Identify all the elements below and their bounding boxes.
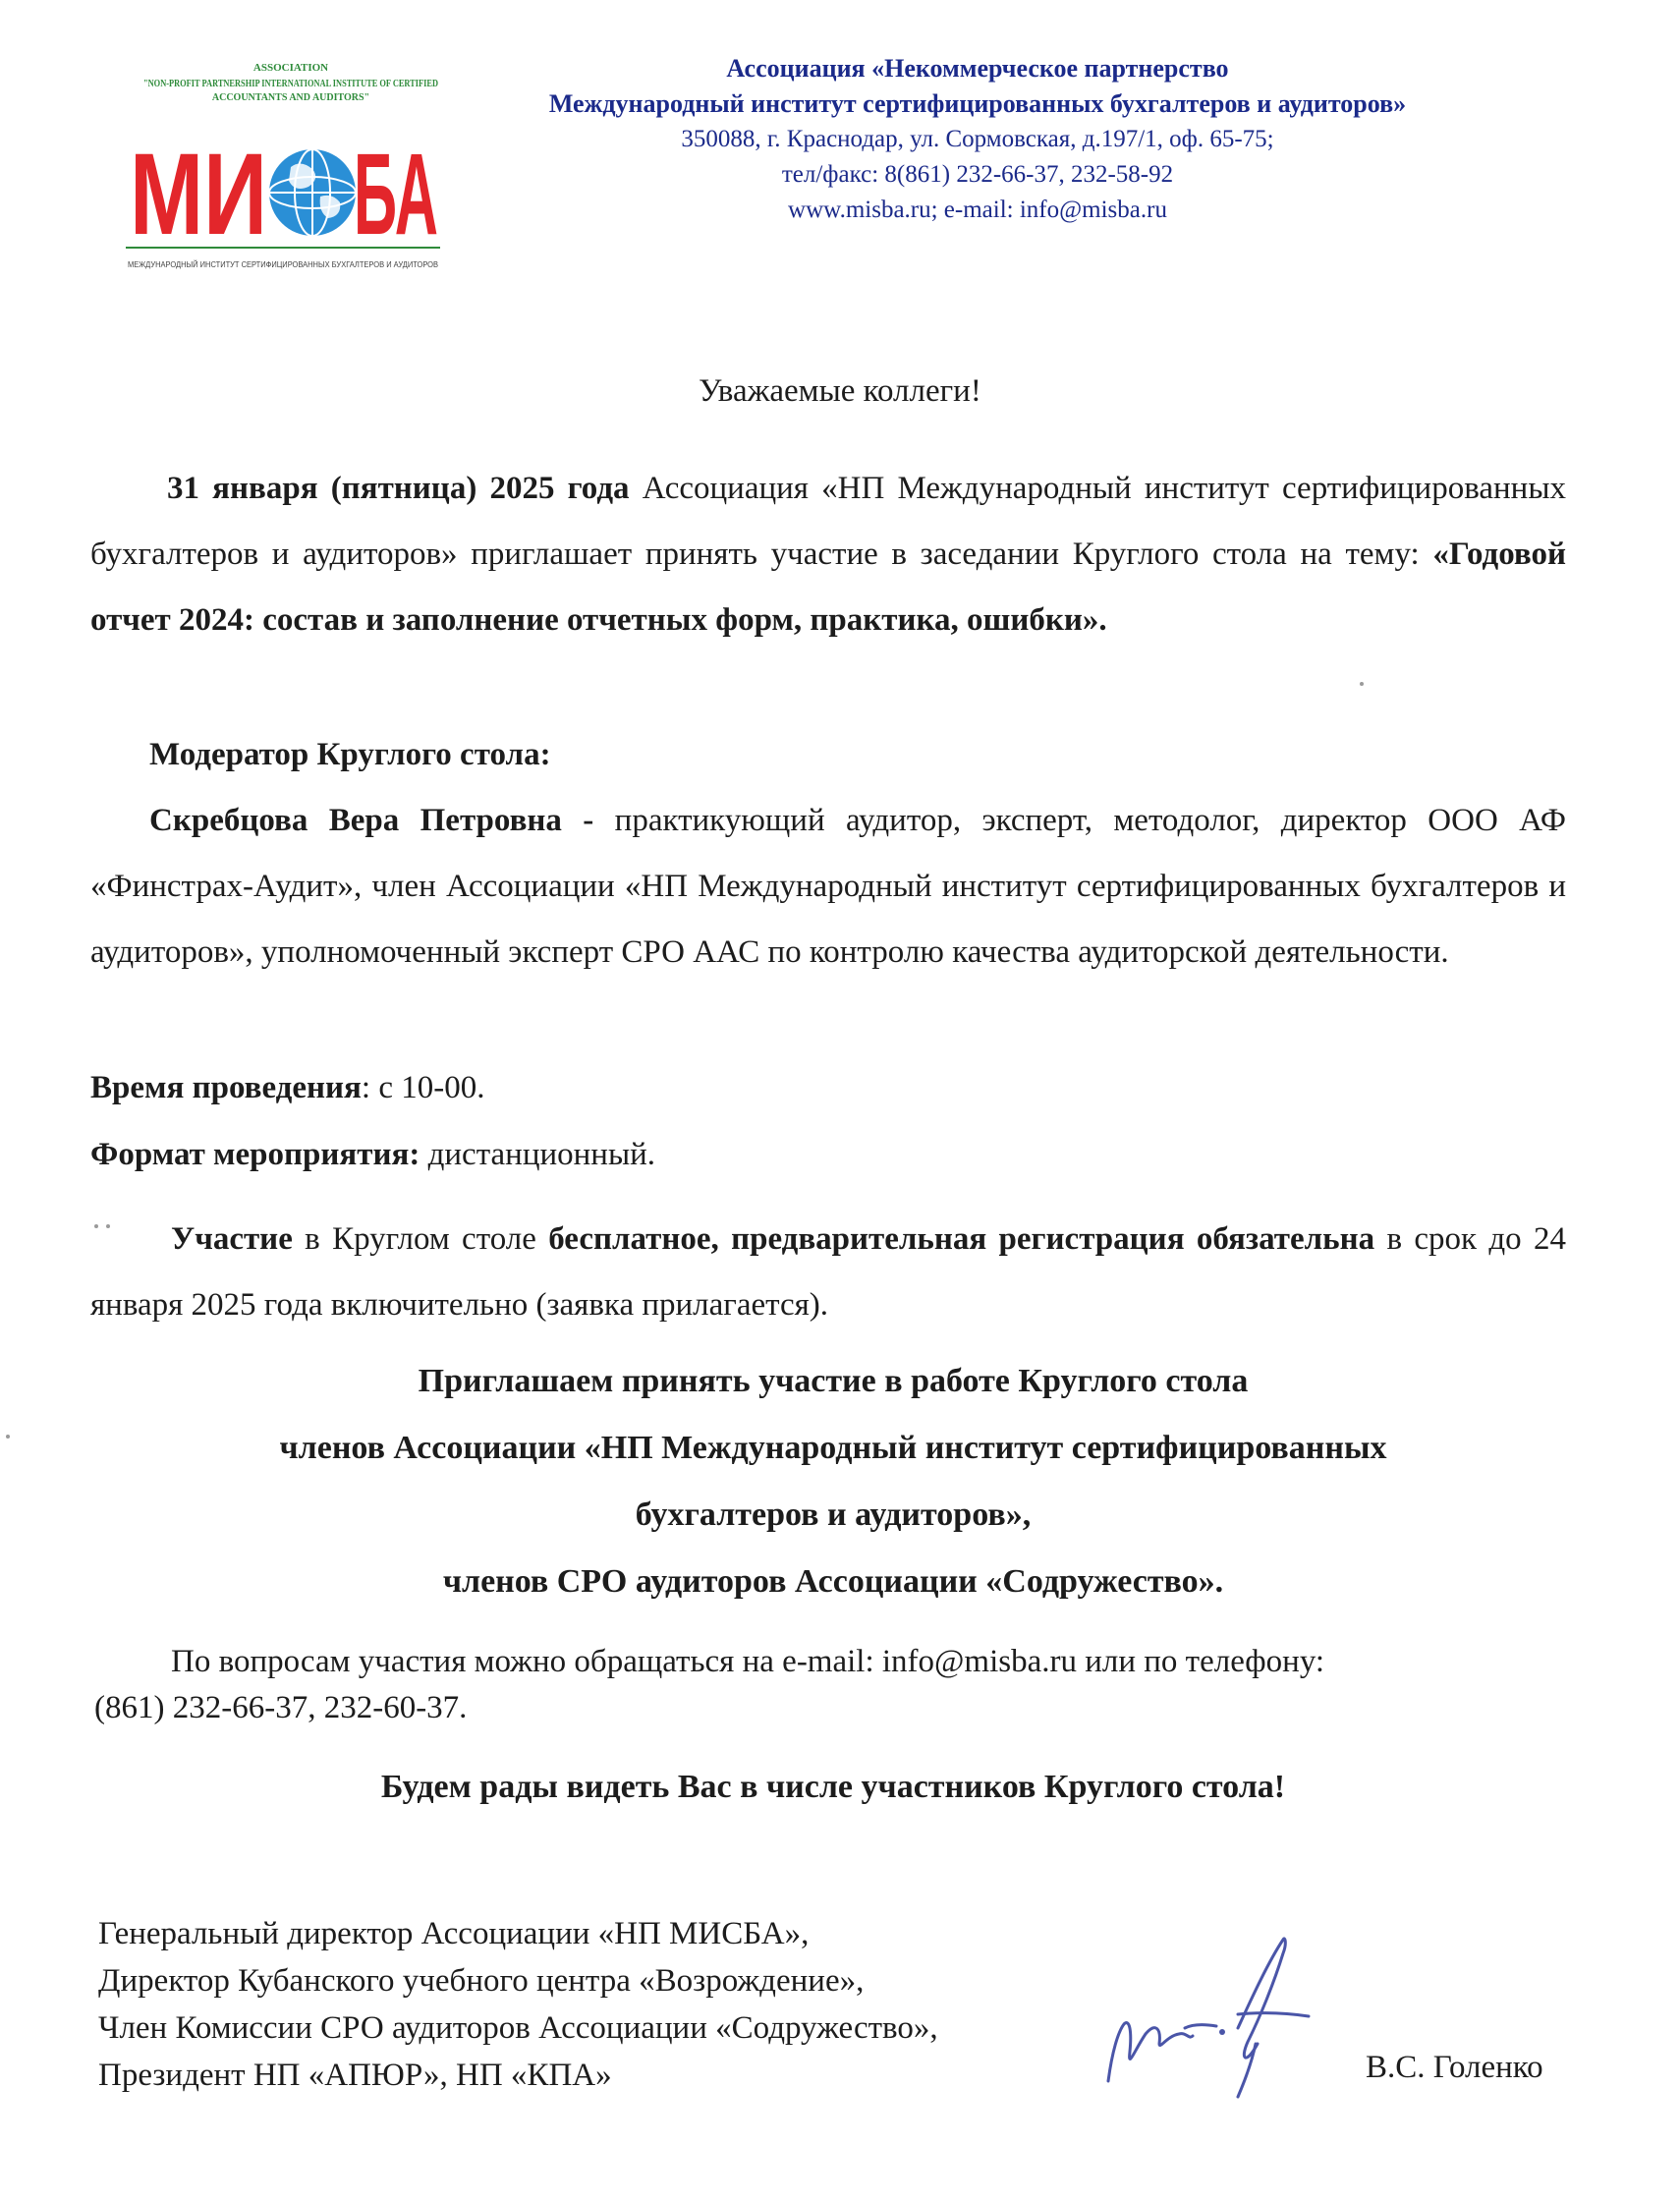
signer-title-line1: Генеральный директор Ассоциации «НП МИСБА»,: [98, 1916, 810, 1951]
contacts-line2: (861) 232-66-37, 232-60-37.: [94, 1690, 468, 1725]
signer-titles: [98, 1910, 938, 2099]
org-name-line1: Ассоциация «Некоммерческое партнерство: [726, 54, 1229, 83]
announcement-text: Ассоциация «НП Международный институт сертифицированных бухгалтеров и аудиторов» приглашает принять участие в заседании Круглого стола на тему:: [90, 471, 1566, 572]
time-value: : с 10-00.: [361, 1070, 485, 1105]
invite-line3: бухгалтеров и аудиторов»,: [635, 1496, 1032, 1533]
misba-logo-graphic: [126, 57, 440, 275]
moderator-description: [90, 788, 1566, 986]
logo-association-line2: "NON-PROFIT PARTNERSHIP INTERNATIONAL INSTITUTE OF CERTIFIED: [143, 79, 438, 89]
org-name-line2: Международный институт сертифицированных бухгалтеров и аудиторов»: [548, 89, 1407, 118]
participation-bold1: Участие: [171, 1221, 293, 1257]
logo-wordmark-left: МИ: [130, 130, 267, 259]
participation-text2: в срок до 24 января 2025 года включительно (заявка прилагается).: [90, 1221, 1566, 1323]
moderator-name: Скребцова Вера Петровна -: [149, 803, 594, 838]
signer-name: В.С. Голенко: [1366, 2050, 1543, 2085]
event-topic: «Годовой отчет 2024: состав и заполнение отчетных форм, практика, ошибки».: [90, 536, 1566, 638]
invite-line4: членов СРО аудиторов Ассоциации «Содружество».: [442, 1563, 1224, 1600]
invite-line1: Приглашаем принять участие в работе Круглого стола: [418, 1363, 1249, 1399]
event-format: [90, 1122, 1566, 1188]
format-label: Формат мероприятия:: [90, 1137, 420, 1172]
logo-bottom-line: МЕЖДУНАРОДНЫЙ ИНСТИТУТ СЕРТИФИЦИРОВАННЫХ БУХГАЛТЕРОВ И АУДИТОРОВ: [128, 260, 438, 269]
event-date: 31 января (пятница) 2025 года: [167, 471, 630, 506]
letterhead: [462, 51, 1493, 228]
handwritten-signature: [1091, 1934, 1326, 2101]
logo-association-line3: ACCOUNTANTS AND AUDITORS": [211, 92, 370, 103]
moderator-section: [90, 722, 1566, 986]
event-time: [90, 1055, 1566, 1121]
greeting: Уважаемые коллеги!: [699, 373, 981, 409]
org-phone: тел/факс: 8(861) 232-66-37, 232-58-92: [781, 161, 1174, 188]
scan-speck: [1360, 682, 1364, 686]
time-label: Время проведения: [90, 1070, 362, 1105]
scan-speck: [106, 1224, 110, 1228]
signer-title-line2: Директор Кубанского учебного центра «Возрождение»,: [98, 1963, 865, 1999]
org-web-email: www.misba.ru; e-mail: info@misba.ru: [788, 197, 1167, 223]
invite-line2: членов Ассоциации «НП Международный институт сертифицированных: [279, 1430, 1387, 1466]
contacts-line1: По вопросам участия можно обращаться на e-mail: info@misba.ru или по телефону:: [171, 1644, 1325, 1679]
invitation-block: [0, 1348, 1666, 1615]
contacts-paragraph: [94, 1639, 1572, 1731]
signer-title-line4: Президент НП «АПЮР», НП «КПА»: [98, 2058, 612, 2093]
closing-line: Будем рады видеть Вас в числе участников Круглого стола!: [380, 1769, 1286, 1805]
logo-wordmark-right: БА: [354, 130, 438, 259]
moderator-heading: Модератор Круглого стола:: [149, 737, 551, 772]
format-value: дистанционный.: [420, 1137, 656, 1172]
misba-logo: [126, 57, 440, 275]
globe-icon: [269, 149, 356, 236]
scan-speck: [94, 1224, 98, 1228]
org-address: 350088, г. Краснодар, ул. Сормовская, д.197/1, оф. 65-75;: [681, 126, 1274, 152]
moderator-desc-text: практикующий аудитор, эксперт, методолог, директор ООО АФ «Финстрах-Аудит», член Ассоциации «НП Международный институт сертифицированных бухгалтеров и аудиторов», уполномоченный эксперт СРО ААС по контролю качества аудиторской деятельности.: [90, 803, 1566, 970]
participation-text1: в Круглом столе: [292, 1221, 549, 1257]
signer-title-line3: Член Комиссии СРО аудиторов Ассоциации «Содружество»,: [98, 2010, 938, 2046]
announcement-paragraph: [90, 456, 1566, 653]
logo-association-line1: ASSOCIATION: [252, 62, 329, 74]
participation-bold2: бесплатное, предварительная регистрация обязательна: [548, 1221, 1375, 1257]
participation-paragraph: [90, 1207, 1566, 1338]
scan-speck: [6, 1435, 10, 1439]
